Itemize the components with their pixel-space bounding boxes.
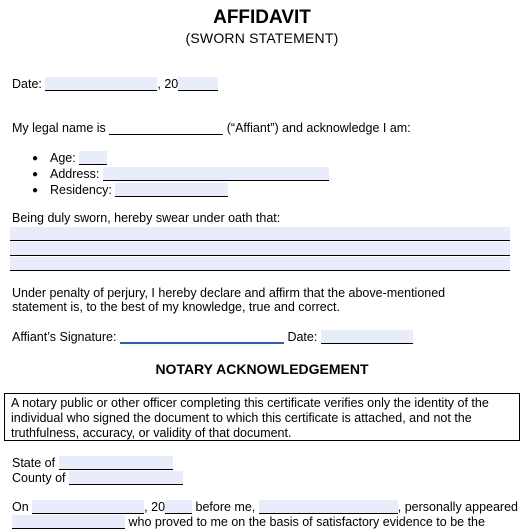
bullet-dot: ●	[32, 185, 39, 196]
signature-field[interactable]	[120, 330, 284, 344]
statement-line-1[interactable]	[10, 227, 510, 241]
date-field[interactable]	[45, 77, 157, 91]
bullet-dot: ●	[32, 153, 39, 164]
bullet-age	[50, 151, 107, 166]
legal-name-suffix: (“Affiant”) and acknowledge I am:	[226, 121, 411, 135]
date-label: Date:	[12, 77, 42, 91]
address-field[interactable]	[103, 167, 329, 181]
age-field[interactable]	[79, 151, 107, 165]
bullet-residency	[50, 183, 228, 198]
signature-label: Affiant’s Signature:	[12, 330, 117, 344]
county-line	[12, 471, 183, 486]
proved-label: who proved to me on the basis of satisfactory evidence to be the	[128, 515, 485, 529]
bullet-dot: ●	[32, 169, 39, 180]
notary-notice: A notary public or other officer completing this certificate verifies only the identity of the individual who signed the document to which this certificate is attached, and not the truthfulness, accuracy, or validity of that document.	[4, 393, 520, 441]
bullet-address	[50, 167, 329, 182]
signature-line	[12, 330, 413, 345]
perjury-line-2: statement is, to the best of my knowledge, true and correct.	[12, 300, 340, 314]
on-date-field[interactable]	[32, 500, 144, 514]
notary-heading: NOTARY ACKNOWLEDGEMENT	[155, 361, 369, 377]
county-label: County of	[12, 471, 66, 485]
sworn-intro: Being duly sworn, hereby swear under oath that:	[12, 211, 281, 225]
document-subtitle: (SWORN STATEMENT)	[185, 30, 339, 46]
appeared-name-field[interactable]	[12, 515, 125, 529]
signature-date-label: Date:	[287, 330, 318, 344]
on-year-field[interactable]	[165, 500, 192, 514]
appeared-label: , personally appeared	[397, 500, 518, 514]
age-label: Age:	[50, 151, 76, 165]
legal-name-field[interactable]	[109, 121, 223, 135]
legal-name-prefix: My legal name is	[12, 121, 106, 135]
signature-date-field[interactable]	[321, 330, 413, 344]
proved-line	[12, 515, 485, 530]
residency-label: Residency:	[50, 183, 112, 197]
state-field[interactable]	[59, 456, 173, 470]
statement-line-3[interactable]	[10, 257, 510, 271]
state-line	[12, 456, 173, 471]
notary-name-field[interactable]	[259, 500, 398, 514]
county-field[interactable]	[69, 471, 183, 485]
legal-name-line	[12, 121, 411, 136]
on-year-prefix: , 20	[144, 500, 166, 514]
statement-line-2[interactable]	[10, 242, 510, 256]
date-line	[12, 77, 218, 92]
address-label: Address:	[50, 167, 100, 181]
state-label: State of	[12, 456, 56, 470]
on-line	[12, 500, 518, 515]
year-prefix: , 20	[157, 77, 179, 91]
before-me-label: before me,	[195, 500, 256, 514]
residency-field[interactable]	[115, 183, 228, 197]
on-label: On	[12, 500, 29, 514]
year-field[interactable]	[178, 77, 218, 91]
document-title: AFFIDAVIT	[213, 7, 311, 28]
perjury-line-1: Under penalty of perjury, I hereby declare and affirm that the above-mentioned	[12, 286, 446, 300]
